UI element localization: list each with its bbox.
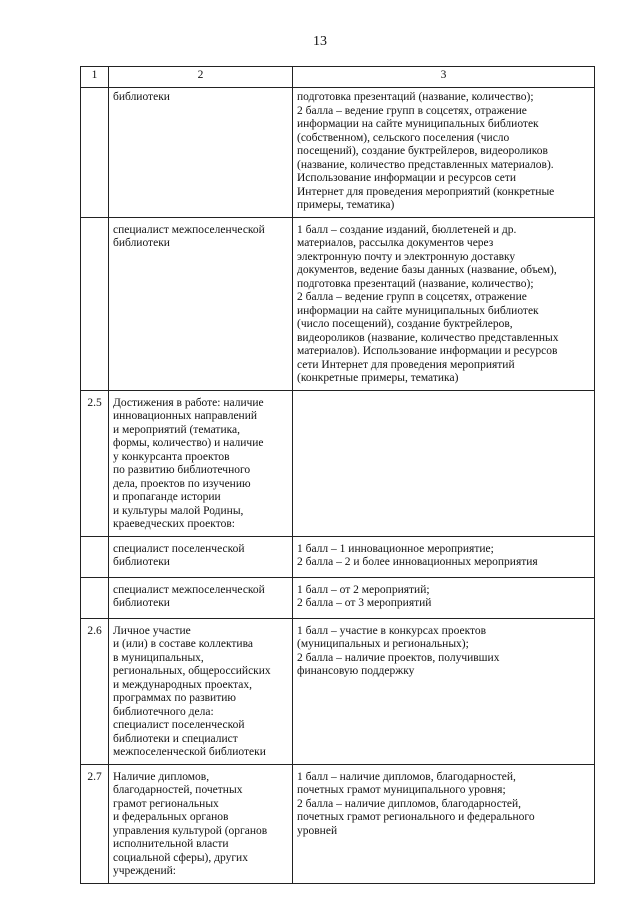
criteria-table [80,66,595,884]
column-header-3: 3 [293,67,595,88]
criterion-cell: Наличие дипломов, благодарностей, почетных грамот региональных и федеральных органов управления культурой (органов исполнительной власти социальной сферы), других учреждений: [109,764,293,883]
criterion-cell: Достижения в работе: наличие инновационных направлений и мероприятий (тематика, формы, количество) и наличие у конкурсанта проектов по развитию библиотечного дела, проектов по изучению и пропаганде истории и культуры малой Родины, краеведческих проектов: [109,390,293,536]
column-header-2: 2 [109,67,293,88]
score-cell [293,390,595,536]
table-row [81,764,595,883]
row-number: 2.7 [81,764,109,883]
criterion-cell: специалист межпоселенческой библиотеки [109,217,293,390]
score-cell: 1 балл – наличие дипломов, благодарностей, почетных грамот муниципального уровня; 2 балла – наличие дипломов, благодарностей, почетных грамот регионального и федерального уровней [293,764,595,883]
column-header-1: 1 [81,67,109,88]
criterion-cell: специалист поселенческой библиотеки [109,536,293,577]
table-row [81,217,595,390]
row-number [81,217,109,390]
row-number [81,577,109,618]
table-row [81,390,595,536]
score-cell: 1 балл – 1 инновационное мероприятие; 2 балла – 2 и более инновационных мероприятия [293,536,595,577]
score-cell: 1 балл – участие в конкурсах проектов (муниципальных и региональных); 2 балла – наличие проектов, получивших финансовую поддержку [293,618,595,764]
row-number: 2.6 [81,618,109,764]
row-number [81,536,109,577]
table-row [81,618,595,764]
row-number: 2.5 [81,390,109,536]
table-row [81,577,595,618]
page-number: 13 [313,34,327,49]
table-row [81,88,595,218]
criterion-cell: Личное участие и (или) в составе коллектива в муниципальных, региональных, общероссийских и международных проектах, программах по развитию библиотечного дела: специалист поселенческой библиотеки и специалист межпоселенческой библиотеки [109,618,293,764]
row-number [81,88,109,218]
score-cell: 1 балл – от 2 мероприятий; 2 балла – от 3 мероприятий [293,577,595,618]
table-row [81,536,595,577]
score-cell: подготовка презентаций (название, количество); 2 балла – ведение групп в соцсетях, отражение информации на сайте муниципальных библиотек (собственном), сельского поселения (число посещений), создание буктрейлеров, видеороликов (название, количество представленных материалов). Использование информации и ресурсов сети Интернет для проведения мероприятий (конкретные примеры, тематика) [293,88,595,218]
criterion-cell: специалист межпоселенческой библиотеки [109,577,293,618]
criterion-cell: библиотеки [109,88,293,218]
table-header-row [81,67,595,88]
score-cell: 1 балл – создание изданий, бюллетеней и др. материалов, рассылка документов через электронную почту и электронную доставку документов, ведение базы данных (название, объем), подготовка презентаций (название, количество); 2 балла – ведение групп в соцсетях, отражение информации на сайте муниципальных библиотек (число посещений), создание буктрейлеров, видеороликов (название, количество представленных материалов). Использование информации и ресурсов сети Интернет для проведения мероприятий (конкретные примеры, тематика) [293,217,595,390]
